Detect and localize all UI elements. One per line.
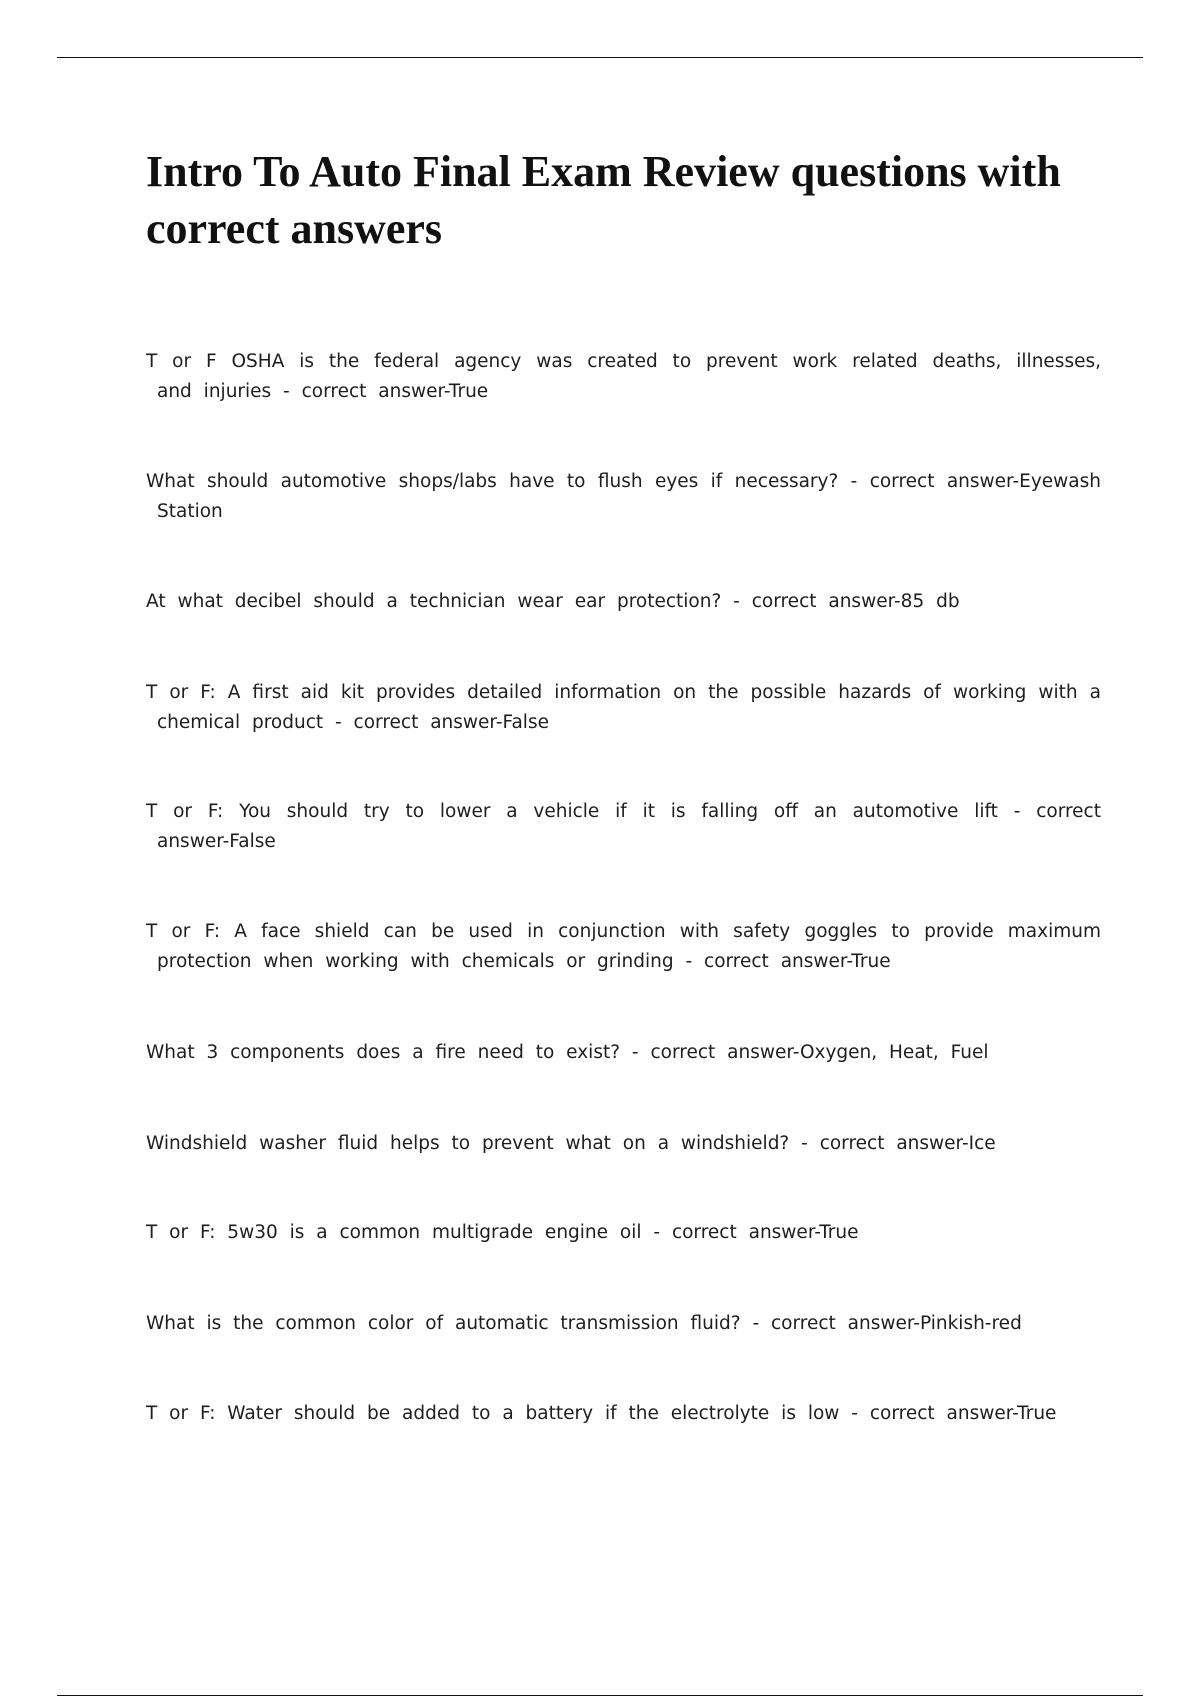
bottom-divider: [57, 1695, 1143, 1696]
top-divider: [57, 57, 1143, 58]
qa-item-1: T or F OSHA is the federal agency was created to prevent work related deaths, illnesses, and injuries - correct answer-True: [146, 351, 1101, 402]
page-title: Intro To Auto Final Exam Review questions with correct answers: [146, 147, 1061, 253]
qa-item-3: At what decibel should a technician wear ear protection? - correct answer-85 db: [146, 591, 960, 612]
qa-item-5: T or F: You should try to lower a vehicle if it is falling off an automotive lift - correct answer-False: [146, 801, 1101, 852]
qa-item-11: T or F: Water should be added to a battery if the electrolyte is low - correct answer-True: [146, 1403, 1057, 1424]
qa-item-2: What should automotive shops/labs have to flush eyes if necessary? - correct answer-Eyewash Station: [146, 471, 1101, 522]
qa-item-6: T or F: A face shield can be used in conjunction with safety goggles to provide maximum protection when working with chemicals or grinding - correct answer-True: [146, 921, 1101, 972]
qa-item-10: What is the common color of automatic transmission fluid? - correct answer-Pinkish-red: [146, 1313, 1022, 1334]
qa-item-7: What 3 components does a fire need to exist? - correct answer-Oxygen, Heat, Fuel: [146, 1042, 989, 1063]
qa-item-8: Windshield washer fluid helps to prevent what on a windshield? - correct answer-Ice: [146, 1133, 996, 1154]
qa-item-9: T or F: 5w30 is a common multigrade engine oil - correct answer-True: [146, 1222, 859, 1243]
qa-item-4: T or F: A first aid kit provides detailed information on the possible hazards of working with a chemical product - correct answer-False: [146, 682, 1101, 733]
